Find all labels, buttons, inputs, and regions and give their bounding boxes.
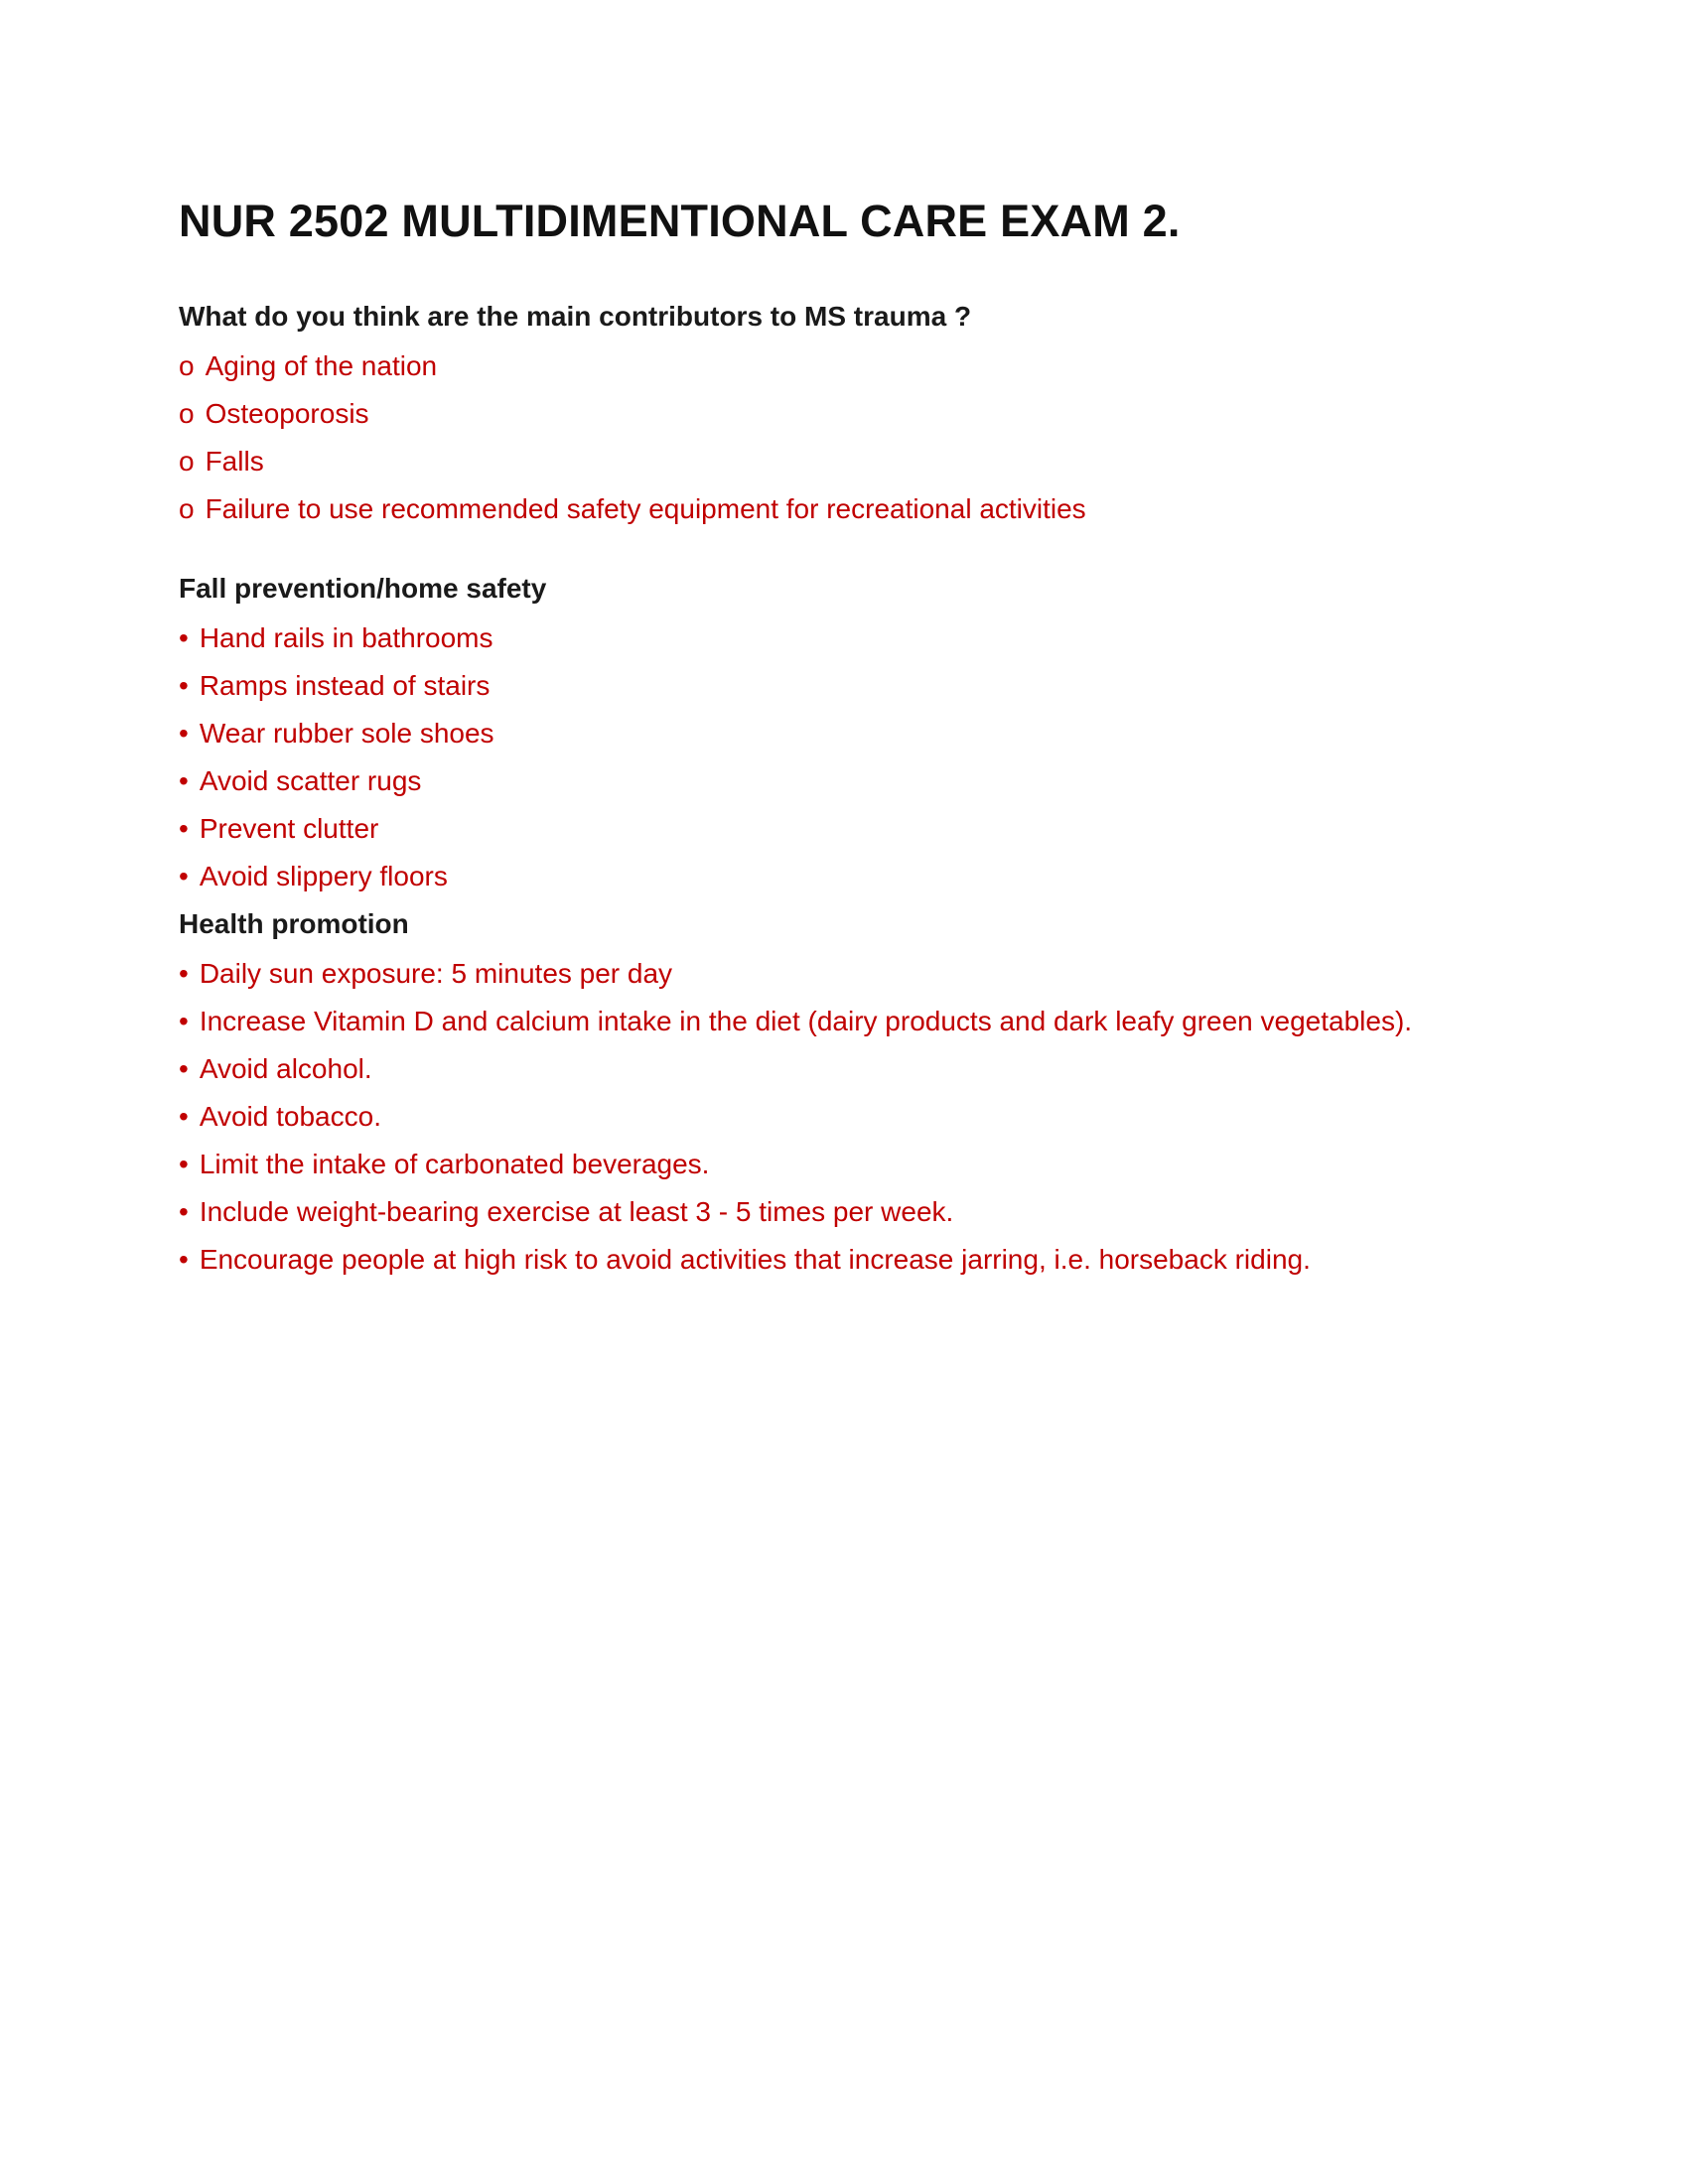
bullet-marker: • <box>179 813 189 844</box>
bullet-marker: • <box>179 1196 189 1227</box>
bullet-marker: • <box>179 765 189 796</box>
list-item <box>179 349 1509 383</box>
list-item <box>179 1005 1509 1038</box>
bullet-marker: • <box>179 1053 189 1084</box>
list-item-text: Include weight-bearing exercise at least 3 - 5 times per week. <box>199 1196 954 1227</box>
bullet-marker: o <box>179 398 195 429</box>
list-item-text: Hand rails in bathrooms <box>199 622 493 653</box>
section-fall-prevention <box>179 572 1509 893</box>
list-item <box>179 1148 1509 1181</box>
list-item-text: Failure to use recommended safety equipment for recreational activities <box>205 493 1086 524</box>
list-item <box>179 812 1509 846</box>
list-item <box>179 1243 1509 1277</box>
bullet-marker: • <box>179 1149 189 1179</box>
list-item-text: Avoid alcohol. <box>199 1053 372 1084</box>
bullet-marker: o <box>179 350 195 381</box>
bullet-marker: • <box>179 1101 189 1132</box>
list-item-text: Encourage people at high risk to avoid activities that increase jarring, i.e. horseback riding. <box>199 1244 1311 1275</box>
list-item-text: Aging of the nation <box>205 350 438 381</box>
list-item-text: Avoid slippery floors <box>199 861 448 891</box>
bullet-marker: • <box>179 670 189 701</box>
list-item-text: Falls <box>205 446 264 477</box>
list-item-text: Avoid tobacco. <box>199 1101 381 1132</box>
bullet-marker: o <box>179 446 195 477</box>
list-item <box>179 1100 1509 1134</box>
bullet-marker: • <box>179 718 189 749</box>
bullet-marker: • <box>179 958 189 989</box>
list-item-text: Daily sun exposure: 5 minutes per day <box>199 958 673 989</box>
list-item <box>179 621 1509 655</box>
list-item <box>179 669 1509 703</box>
list-item <box>179 1052 1509 1086</box>
list-item-text: Wear rubber sole shoes <box>199 718 494 749</box>
bullet-marker: • <box>179 1006 189 1036</box>
list-item-text: Ramps instead of stairs <box>199 670 491 701</box>
list-item-text: Increase Vitamin D and calcium intake in the diet (dairy products and dark leafy green vegetables). <box>199 1006 1413 1036</box>
list-item-text: Prevent clutter <box>199 813 379 844</box>
document-title: NUR 2502 MULTIDIMENTIONAL CARE EXAM 2. <box>179 196 1181 246</box>
list-item <box>179 445 1509 478</box>
list-item <box>179 1195 1509 1229</box>
list-item <box>179 860 1509 893</box>
bullet-marker: • <box>179 861 189 891</box>
section-heading: What do you think are the main contributors to MS trauma ? <box>179 301 972 332</box>
list-item <box>179 397 1509 431</box>
section-health-promotion <box>179 907 1509 1277</box>
section-ms-trauma-contributors <box>179 300 1509 526</box>
list-item <box>179 764 1509 798</box>
section-heading: Health promotion <box>179 908 409 939</box>
list-item-text: Osteoporosis <box>205 398 369 429</box>
bullet-marker: • <box>179 1244 189 1275</box>
list-item <box>179 717 1509 751</box>
section-heading: Fall prevention/home safety <box>179 573 547 604</box>
list-item <box>179 492 1509 526</box>
list-item-text: Limit the intake of carbonated beverages. <box>199 1149 710 1179</box>
list-item <box>179 957 1509 991</box>
bullet-marker: • <box>179 622 189 653</box>
list-item-text: Avoid scatter rugs <box>199 765 422 796</box>
bullet-marker: o <box>179 493 195 524</box>
